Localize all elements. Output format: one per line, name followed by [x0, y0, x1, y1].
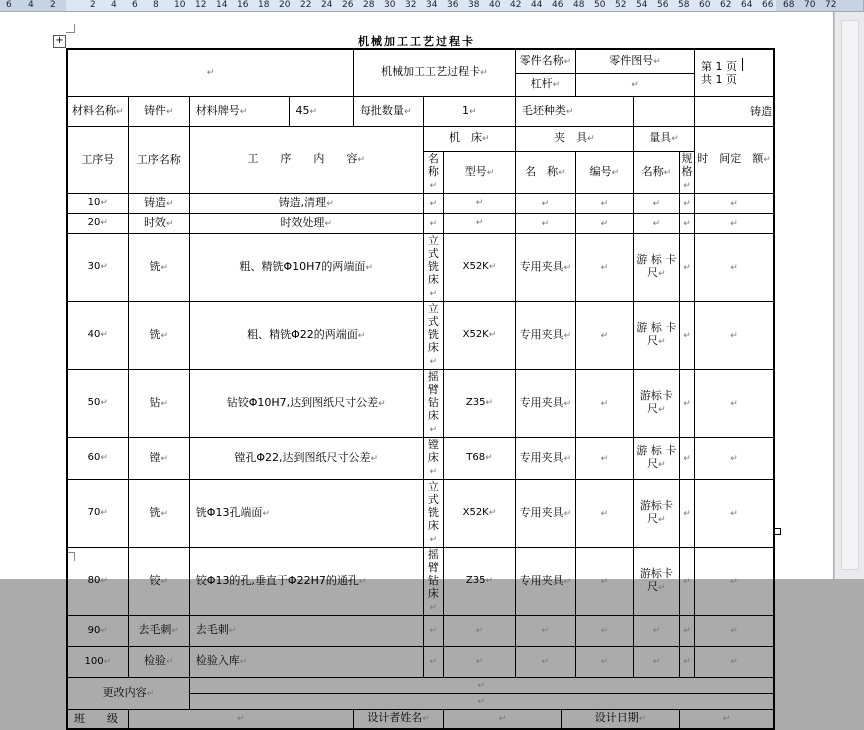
- blank-type-empty: [633, 96, 694, 126]
- op-machine-name: ↵: [423, 213, 443, 233]
- op-machine-name: 摇臂钻床↵: [423, 547, 443, 615]
- ruler-number: 68: [783, 0, 795, 10]
- op-gauge-name: 游标卡尺↵: [633, 547, 679, 615]
- op-machine-name: ↵: [423, 615, 443, 646]
- col-op-name: 工序名称: [128, 126, 189, 193]
- operation-row: [67, 646, 774, 677]
- col-op-no: 工序号: [67, 126, 128, 193]
- op-time: ↵: [695, 301, 774, 369]
- op-machine-model: ↵: [444, 193, 516, 213]
- material-value: 铸件↵: [128, 96, 189, 126]
- op-content: 铸造,清理↵: [189, 193, 423, 213]
- scrollbar-track[interactable]: [841, 20, 859, 570]
- operation-row: [67, 301, 774, 369]
- op-content: 检验入库↵: [189, 646, 423, 677]
- op-no: 40↵: [67, 301, 128, 369]
- grade-label: 材料牌号↵: [189, 96, 289, 126]
- ruler-number: 46: [552, 0, 564, 10]
- op-gauge-name: 游标卡尺↵: [633, 479, 679, 547]
- op-fixture-name: 专用夹具↵: [515, 369, 575, 437]
- ruler-number: 58: [678, 0, 690, 10]
- designer-label: 设计者姓名↵: [353, 709, 443, 729]
- change-content-1: ↵: [189, 677, 774, 693]
- op-content: 铰Φ13的孔,垂直于Φ22H7的通孔↵: [189, 547, 423, 615]
- change-content-2: ↵: [189, 693, 774, 709]
- op-time: ↵: [695, 547, 774, 615]
- ruler-number: 44: [531, 0, 543, 10]
- operation-row: [67, 547, 774, 615]
- op-content: 去毛刺↵: [189, 615, 423, 646]
- ruler-number: 70: [804, 0, 816, 10]
- op-gauge-spec: ↵: [679, 193, 694, 213]
- op-fixture-no: ↵: [575, 437, 633, 479]
- op-machine-model: X52K↵: [444, 301, 516, 369]
- ruler-number: 6: [132, 0, 138, 10]
- text-cursor: [742, 58, 743, 71]
- op-time: ↵: [695, 369, 774, 437]
- op-name: 铸造↵: [128, 193, 189, 213]
- col-fixture-no: 编号↵: [575, 151, 633, 193]
- ruler-number: 34: [426, 0, 438, 10]
- op-fixture-name: 专用夹具↵: [515, 437, 575, 479]
- op-gauge-spec: ↵: [679, 301, 694, 369]
- op-machine-name: 立式铣床↵: [423, 479, 443, 547]
- op-machine-name: 立式铣床↵: [423, 301, 443, 369]
- ruler-number: 26: [342, 0, 354, 10]
- ruler-number: 62: [720, 0, 732, 10]
- col-machine-model: 型号↵: [444, 151, 516, 193]
- op-no: 50↵: [67, 369, 128, 437]
- material-label: 材料名称↵: [67, 96, 128, 126]
- op-no: 90↵: [67, 615, 128, 646]
- batch-value: 1↵: [423, 96, 515, 126]
- col-content: 工 序 内 容↵: [189, 126, 423, 193]
- op-name: 时效↵: [128, 213, 189, 233]
- ruler-number: 16: [237, 0, 249, 10]
- op-fixture-no: ↵: [575, 369, 633, 437]
- op-no: 100↵: [67, 646, 128, 677]
- ruler-number: 6: [6, 0, 12, 10]
- op-gauge-name: ↵: [633, 213, 679, 233]
- ruler-number: 20: [279, 0, 291, 10]
- ruler-number: 32: [405, 0, 417, 10]
- corner-mark: [66, 24, 75, 33]
- ruler-number: 48: [573, 0, 585, 10]
- col-machine: 机 床↵: [423, 126, 515, 151]
- op-content: 镗孔Φ22,达到图纸尺寸公差↵: [189, 437, 423, 479]
- op-gauge-name: 游 标 卡 尺↵: [633, 233, 679, 301]
- ruler-number: 4: [111, 0, 117, 10]
- operation-row: [67, 213, 774, 233]
- op-no: 60↵: [67, 437, 128, 479]
- op-gauge-name: ↵: [633, 646, 679, 677]
- op-fixture-no: ↵: [575, 479, 633, 547]
- table-move-handle-icon[interactable]: +: [53, 35, 66, 48]
- ruler-number: 64: [741, 0, 753, 10]
- ruler-number: 2: [50, 0, 56, 10]
- ruler-number: 18: [258, 0, 270, 10]
- op-content: 粗、精铣Φ10H7的两端面↵: [189, 233, 423, 301]
- card-title: 机械加工工艺过程卡: [358, 35, 475, 48]
- op-machine-name: 摇臂钻床↵: [423, 369, 443, 437]
- op-machine-model: X52K↵: [444, 233, 516, 301]
- process-card-table: [66, 48, 775, 730]
- op-fixture-name: ↵: [515, 213, 575, 233]
- col-time: 时 间定 额↵: [695, 126, 774, 193]
- op-fixture-name: ↵: [515, 193, 575, 213]
- col-fixture-name: 名 称↵: [515, 151, 575, 193]
- op-machine-model: Z35↵: [444, 547, 516, 615]
- op-no: 30↵: [67, 233, 128, 301]
- op-machine-model: ↵: [444, 646, 516, 677]
- op-name: 钻↵: [128, 369, 189, 437]
- ruler-number: 56: [657, 0, 669, 10]
- op-time: ↵: [695, 437, 774, 479]
- op-content: 时效处理↵: [189, 213, 423, 233]
- op-fixture-name: 专用夹具↵: [515, 301, 575, 369]
- part-name-label: 零件名称↵: [515, 49, 575, 73]
- op-gauge-name: 游标卡尺↵: [633, 369, 679, 437]
- op-fixture-name: 专用夹具↵: [515, 547, 575, 615]
- op-name: 铣↵: [128, 233, 189, 301]
- ruler-number: 22: [300, 0, 312, 10]
- part-no-value: ↵: [575, 73, 694, 96]
- op-machine-model: ↵: [444, 615, 516, 646]
- op-gauge-name: 游 标 卡 尺↵: [633, 437, 679, 479]
- ruler-number: 12: [195, 0, 207, 10]
- horizontal-ruler[interactable]: [0, 0, 863, 12]
- col-machine-name: 名 称↵: [423, 151, 443, 193]
- op-time: ↵: [695, 646, 774, 677]
- op-content: 铣Φ13孔端面↵: [189, 479, 423, 547]
- op-name: 检验↵: [128, 646, 189, 677]
- op-machine-model: Z35↵: [444, 369, 516, 437]
- grade-value: 45↵: [289, 96, 353, 126]
- op-fixture-no: ↵: [575, 233, 633, 301]
- op-machine-name: ↵: [423, 646, 443, 677]
- ruler-number: 24: [321, 0, 333, 10]
- op-gauge-spec: ↵: [679, 646, 694, 677]
- op-no: 70↵: [67, 479, 128, 547]
- operation-row: [67, 369, 774, 437]
- op-no: 10↵: [67, 193, 128, 213]
- ruler-number: 66: [762, 0, 774, 10]
- op-fixture-name: ↵: [515, 615, 575, 646]
- batch-label: 每批数量↵: [353, 96, 423, 126]
- op-gauge-name: 游 标 卡 尺↵: [633, 301, 679, 369]
- blank-type-label: 毛坯种类↵: [515, 96, 633, 126]
- operation-row: [67, 615, 774, 646]
- ruler-number: 60: [699, 0, 711, 10]
- blank-type-value: 铸造: [695, 96, 774, 126]
- ruler-number: 30: [384, 0, 396, 10]
- blank-cell: ↵: [67, 49, 353, 96]
- op-fixture-no: ↵: [575, 193, 633, 213]
- op-name: 去毛刺↵: [128, 615, 189, 646]
- ruler-number: 40: [489, 0, 501, 10]
- ruler-number: 50: [594, 0, 606, 10]
- col-gauge-spec: 规格↵: [679, 151, 694, 193]
- op-machine-model: ↵: [444, 213, 516, 233]
- op-no: 80↵: [67, 547, 128, 615]
- class-label: 班 级: [67, 709, 128, 729]
- op-time: ↵: [695, 233, 774, 301]
- op-fixture-no: ↵: [575, 213, 633, 233]
- op-gauge-name: ↵: [633, 615, 679, 646]
- op-fixture-no: ↵: [575, 615, 633, 646]
- op-gauge-spec: ↵: [679, 437, 694, 479]
- op-fixture-name: 专用夹具↵: [515, 479, 575, 547]
- designer-value: ↵: [444, 709, 562, 729]
- op-time: ↵: [695, 615, 774, 646]
- op-fixture-name: ↵: [515, 646, 575, 677]
- op-time: ↵: [695, 479, 774, 547]
- op-gauge-spec: ↵: [679, 233, 694, 301]
- change-label: 更改内容↵: [67, 677, 189, 709]
- part-name-value: 杠杆↵: [515, 73, 575, 96]
- ruler-number: 52: [615, 0, 627, 10]
- operation-row: [67, 479, 774, 547]
- op-gauge-spec: ↵: [679, 547, 694, 615]
- op-fixture-no: ↵: [575, 646, 633, 677]
- ruler-number: 4: [28, 0, 34, 10]
- op-fixture-name: 专用夹具↵: [515, 233, 575, 301]
- operation-row: [67, 437, 774, 479]
- op-content: 钻铰Φ10H7,达到图纸尺寸公差↵: [189, 369, 423, 437]
- ruler-number: 38: [468, 0, 480, 10]
- ruler-number: 28: [363, 0, 375, 10]
- operation-row: [67, 193, 774, 213]
- op-time: ↵: [695, 213, 774, 233]
- page-info: 第 1 页 共 1 页: [695, 49, 774, 96]
- header-center: 机械加工工艺过程卡↵: [353, 49, 515, 96]
- op-name: 铰↵: [128, 547, 189, 615]
- op-name: 铣↵: [128, 301, 189, 369]
- ruler-number: 72: [825, 0, 837, 10]
- op-machine-model: X52K↵: [444, 479, 516, 547]
- part-no-label: 零件图号↵: [575, 49, 694, 73]
- date-label: 设计日期↵: [562, 709, 680, 729]
- class-value: ↵: [128, 709, 353, 729]
- ruler-number: 2: [90, 0, 96, 10]
- ruler-number: 54: [636, 0, 648, 10]
- ruler-number: 10: [174, 0, 186, 10]
- op-machine-name: 镗床↵: [423, 437, 443, 479]
- op-gauge-spec: ↵: [679, 369, 694, 437]
- op-name: 铣↵: [128, 479, 189, 547]
- op-content: 粗、精铣Φ22的两端面↵: [189, 301, 423, 369]
- col-gauge: 量具↵: [633, 126, 694, 151]
- op-fixture-no: ↵: [575, 547, 633, 615]
- op-gauge-spec: ↵: [679, 615, 694, 646]
- ruler-number: 14: [216, 0, 228, 10]
- op-fixture-no: ↵: [575, 301, 633, 369]
- op-machine-name: 立式铣床↵: [423, 233, 443, 301]
- table-resize-handle[interactable]: [774, 528, 781, 535]
- op-time: ↵: [695, 193, 774, 213]
- op-machine-model: T68↵: [444, 437, 516, 479]
- op-gauge-spec: ↵: [679, 213, 694, 233]
- operation-row: [67, 233, 774, 301]
- ruler-number: 42: [510, 0, 522, 10]
- op-name: 镗↵: [128, 437, 189, 479]
- col-fixture: 夹 具↵: [515, 126, 633, 151]
- vertical-scrollbar[interactable]: [834, 12, 864, 579]
- date-value: ↵: [679, 709, 774, 729]
- ruler-number: 8: [153, 0, 159, 10]
- col-gauge-name: 名称↵: [633, 151, 679, 193]
- op-no: 20↵: [67, 213, 128, 233]
- op-gauge-name: ↵: [633, 193, 679, 213]
- ruler-number: 36: [447, 0, 459, 10]
- op-gauge-spec: ↵: [679, 479, 694, 547]
- op-machine-name: ↵: [423, 193, 443, 213]
